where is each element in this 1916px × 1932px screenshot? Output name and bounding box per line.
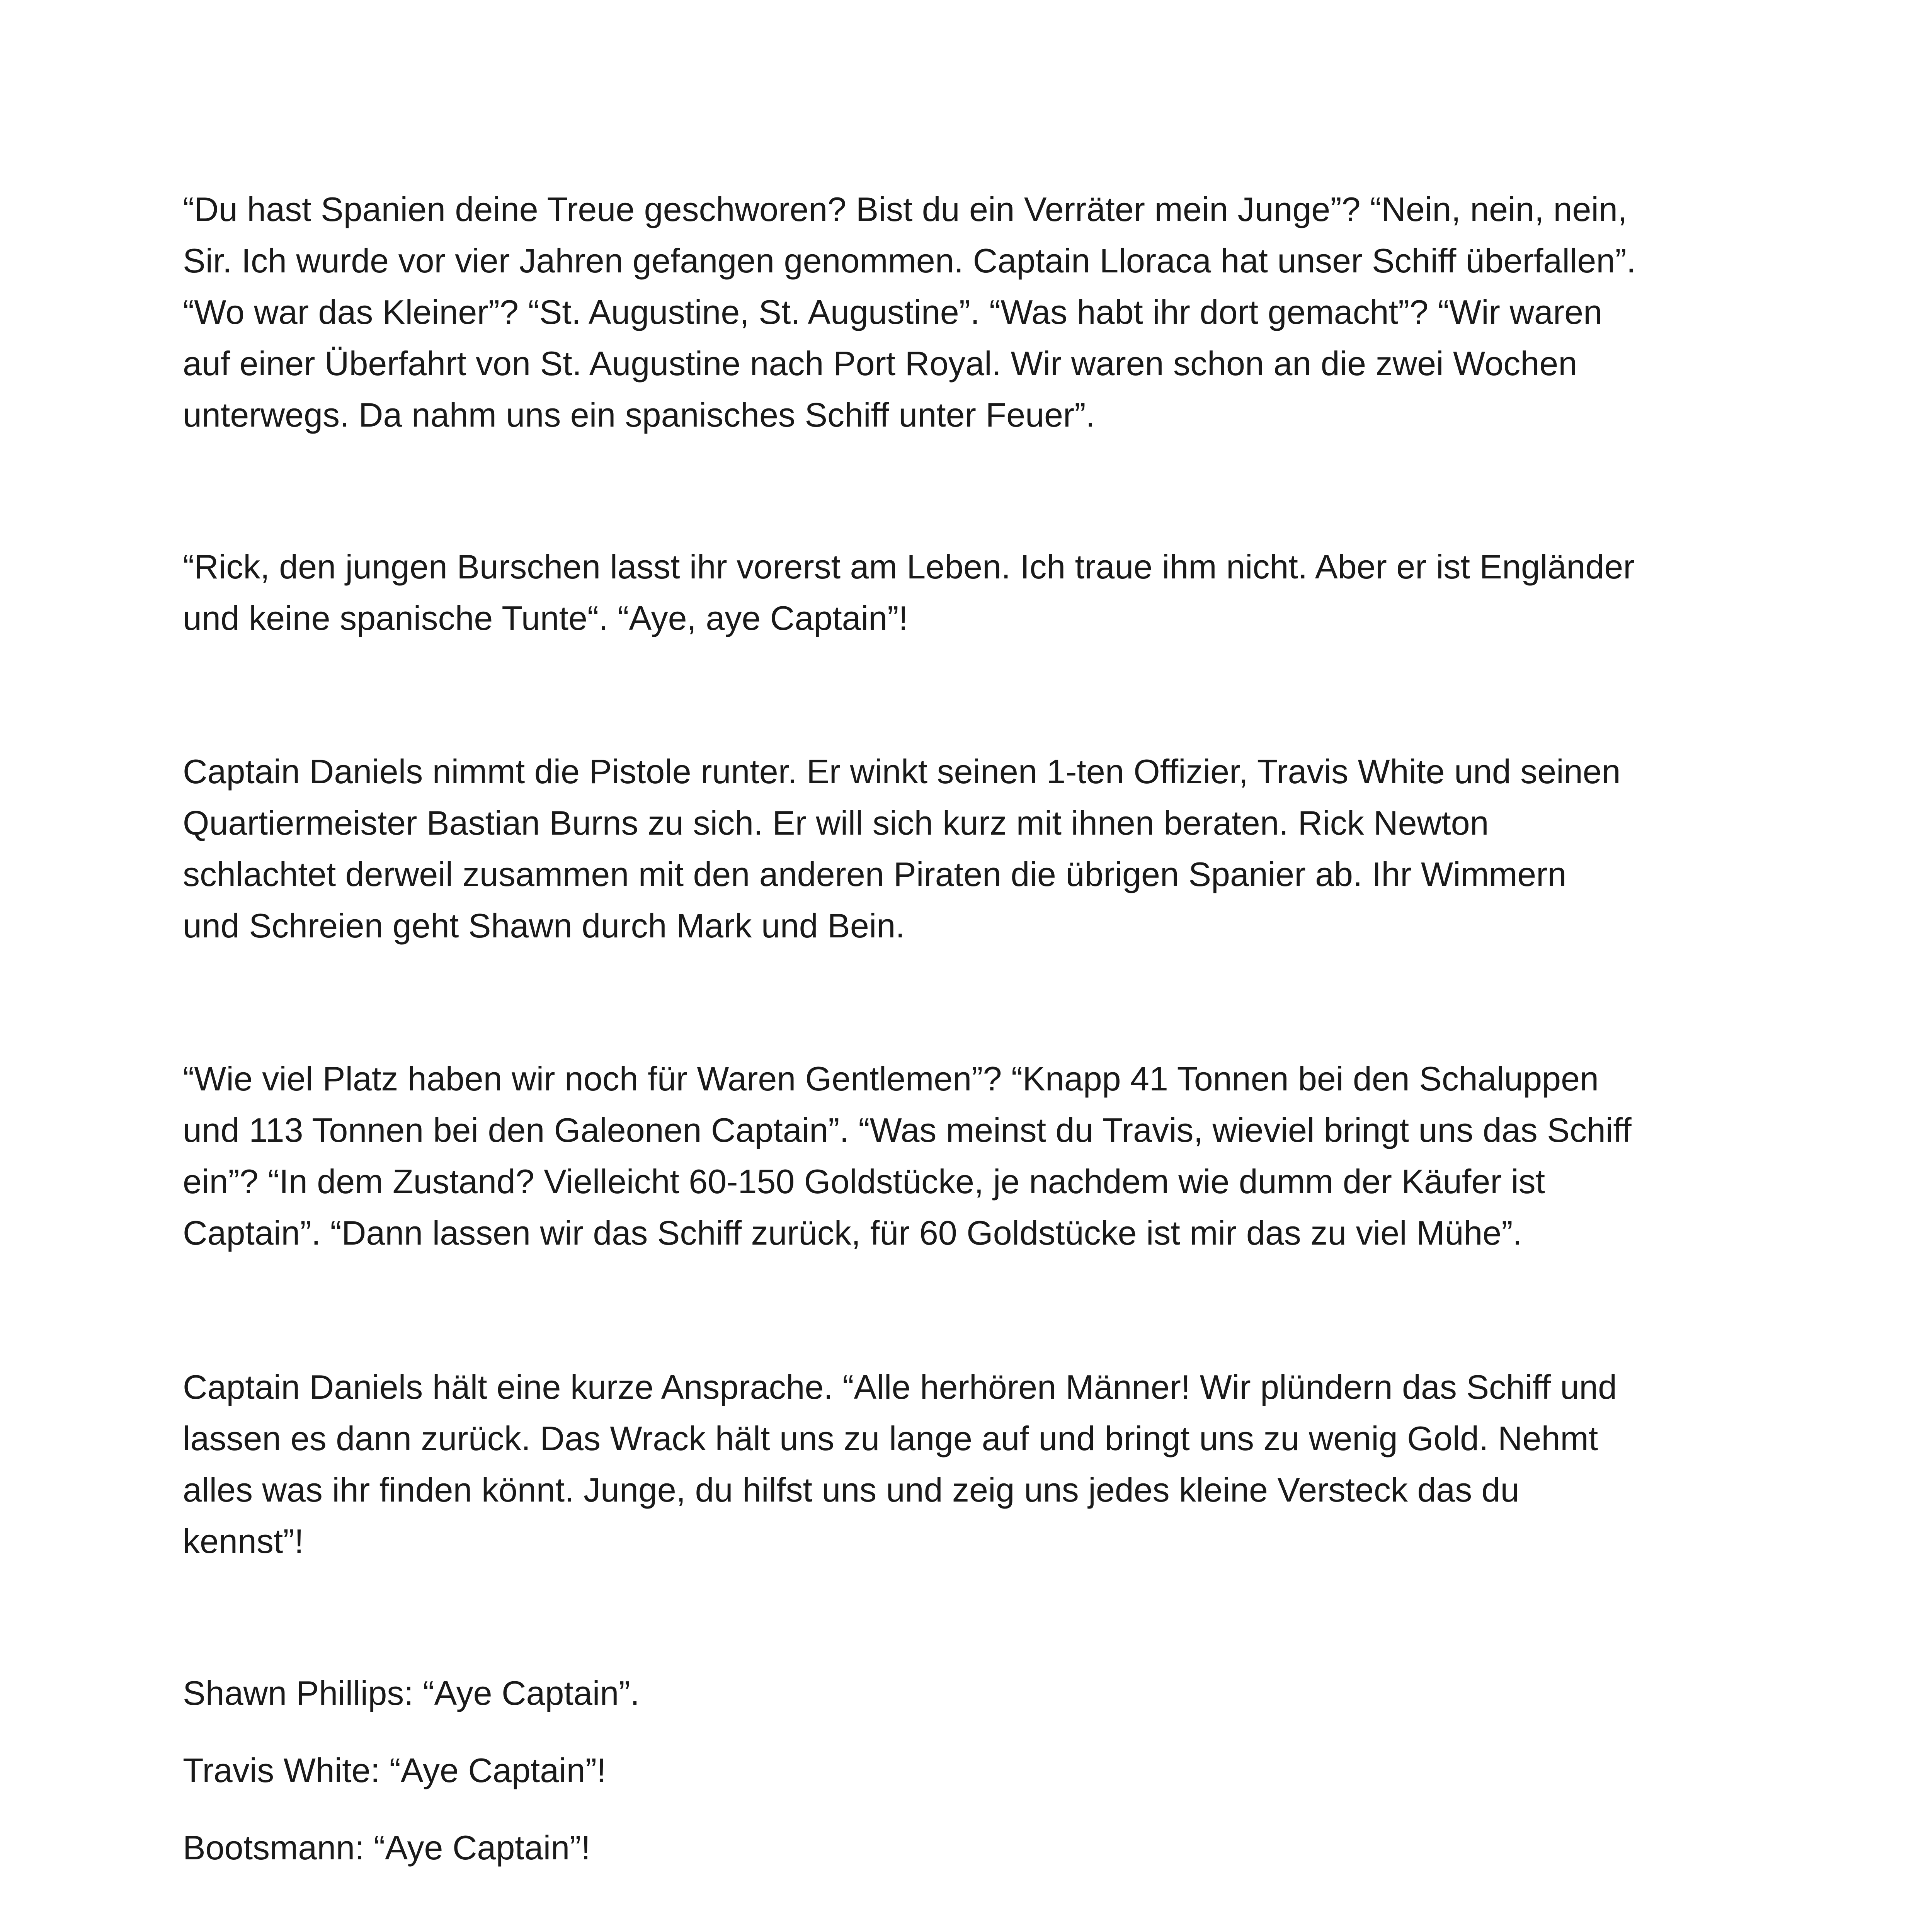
text-line: Bootsmann: “Aye Captain”! <box>183 1828 590 1867</box>
text-line: Quartiermeister Bastian Burns zu sich. Er will sich kurz mit ihnen beraten. Rick Newton <box>183 804 1489 842</box>
text-line: schlachtet derweil zusammen mit den anderen Piraten die übrigen Spanier ab. Ihr Wimmern <box>183 855 1567 893</box>
text-line: “Wo war das Kleiner”? “St. Augustine, St. Augustine”. “Was habt ihr dort gemacht”? “Wir waren <box>183 293 1603 331</box>
paragraph-4 <box>183 1053 1732 1259</box>
dialogue-line-shawn <box>183 1667 1732 1719</box>
text-line: und Schreien geht Shawn durch Mark und Bein. <box>183 906 905 945</box>
paragraph-2 <box>183 541 1732 644</box>
paragraph-5 <box>183 1361 1732 1567</box>
text-line: ein”? “In dem Zustand? Vielleicht 60-150 Goldstücke, je nachdem wie dumm der Käufer ist <box>183 1162 1545 1201</box>
text-line: Sir. Ich wurde vor vier Jahren gefangen genommen. Captain Lloraca hat unser Schiff überfallen”. <box>183 242 1636 280</box>
paragraph-1 <box>183 184 1732 440</box>
text-line: Captain Daniels hält eine kurze Ansprache. “Alle herhören Männer! Wir plündern das Schiff und <box>183 1368 1617 1406</box>
text-line: Travis White: “Aye Captain”! <box>183 1751 606 1789</box>
text-line: “Du hast Spanien deine Treue geschworen? Bist du ein Verräter mein Junge”? “Nein, nein, nein, <box>183 190 1627 228</box>
text-line: lassen es dann zurück. Das Wrack hält uns zu lange auf und bringt uns zu wenig Gold. Nehmt <box>183 1419 1598 1458</box>
text-line: “Rick, den jungen Burschen lasst ihr vorerst am Leben. Ich traue ihm nicht. Aber er ist Engländer <box>183 548 1635 586</box>
text-line: kennst”! <box>183 1522 304 1560</box>
text-line: und 113 Tonnen bei den Galeonen Captain”. “Was meinst du Travis, wieviel bringt uns das Schiff <box>183 1111 1632 1149</box>
text-line: auf einer Überfahrt von St. Augustine nach Port Royal. Wir waren schon an die zwei Wochen <box>183 344 1577 383</box>
text-line: Captain Daniels nimmt die Pistole runter. Er winkt seinen 1-ten Offizier, Travis White und seinen <box>183 752 1621 791</box>
dialogue-line-travis <box>183 1745 1732 1796</box>
text-line: alles was ihr finden könnt. Junge, du hilfst uns und zeig uns jedes kleine Versteck das du <box>183 1471 1520 1509</box>
text-line: unterwegs. Da nahm uns ein spanisches Schiff unter Feuer”. <box>183 396 1095 434</box>
text-line: “Wie viel Platz haben wir noch für Waren Gentlemen”? “Knapp 41 Tonnen bei den Schaluppen <box>183 1060 1599 1098</box>
text-line: Shawn Phillips: “Aye Captain”. <box>183 1674 640 1712</box>
dialogue-line-bootsmann <box>183 1822 1732 1873</box>
paragraph-3 <box>183 746 1732 951</box>
text-line: Captain”. “Dann lassen wir das Schiff zurück, für 60 Goldstücke ist mir das zu viel Mühe”. <box>183 1214 1522 1252</box>
text-line: und keine spanische Tunte“. “Aye, aye Captain”! <box>183 599 908 637</box>
